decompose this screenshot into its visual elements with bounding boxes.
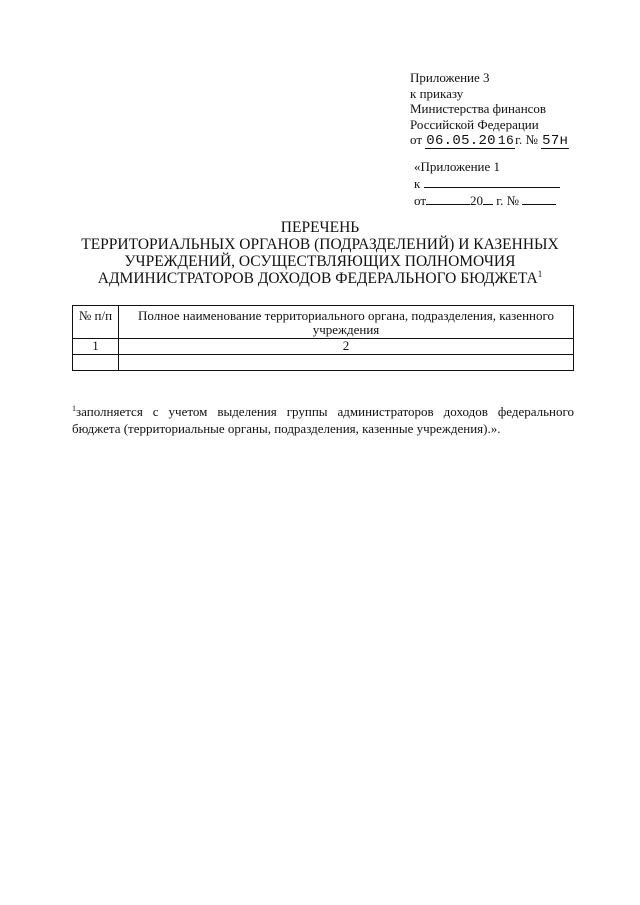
bodies-table (72, 305, 574, 371)
table-row (73, 355, 574, 371)
annex-date-line (414, 192, 604, 209)
ministry-name: Министерства финансов (410, 101, 547, 116)
annex-to-label: к (414, 176, 421, 191)
order-date-line (410, 132, 600, 149)
column-number-1: 1 (73, 339, 119, 355)
order-date-prefix: от (410, 132, 423, 147)
footnote-mark: 1 (72, 404, 76, 413)
title-line-2: ТЕРРИТОРИАЛЬНЫХ ОРГАНОВ (ПОДРАЗДЕЛЕНИЙ) И КАЗЕННЫХ (81, 236, 559, 253)
order-number: 57н (542, 133, 569, 149)
header-full-name: Полное наименование территориального органа, подразделения, казенного учреждения (119, 306, 574, 339)
annex-year-blank (483, 192, 493, 205)
annex-number-label: г. № (496, 193, 520, 208)
footnote-text: заполняется с учетом выделения группы администраторов доходов федерального бюджета (территориальные органы, подразделения, казенные учреждения).». (72, 404, 574, 436)
header-number: № п/п (73, 306, 119, 339)
title-line-3: УЧРЕЖДЕНИЙ, ОСУЩЕСТВЛЯЮЩИХ ПОЛНОМОЧИЯ (124, 253, 516, 270)
column-number-2: 2 (119, 339, 574, 355)
order-reference: к приказу (410, 85, 464, 101)
annex-to-line (414, 175, 604, 192)
annex-date-blank (426, 192, 470, 205)
annex-reference-block (414, 158, 604, 209)
row-number-cell (73, 355, 119, 371)
annex-number-blank (522, 192, 556, 205)
order-year: 16 (497, 133, 515, 148)
footnote (72, 403, 574, 437)
row-name-cell (119, 355, 574, 371)
order-date: 06.05.20 (426, 133, 496, 149)
annex-from-label: от (414, 193, 427, 208)
annex-title: «Приложение 1 (414, 159, 501, 174)
annex-to-blank (424, 175, 560, 188)
country-name: Российской Федерации (410, 116, 539, 132)
title-footnote-mark: 1 (537, 269, 543, 279)
document-title (60, 219, 580, 287)
order-number-label: г. № (515, 132, 538, 147)
title-line-1: ПЕРЕЧЕНЬ (280, 219, 360, 236)
title-line-4-text: АДМИНИСТРАТОРОВ ДОХОДОВ ФЕДЕРАЛЬНОГО БЮДЖЕТА (97, 270, 538, 287)
appendix-header (410, 70, 600, 149)
table-header-row (73, 306, 574, 339)
annex-year-prefix: 20 (470, 193, 484, 208)
title-line-4 (60, 270, 580, 287)
appendix-number: Приложение 3 (410, 70, 490, 85)
table-column-number-row (73, 339, 574, 355)
